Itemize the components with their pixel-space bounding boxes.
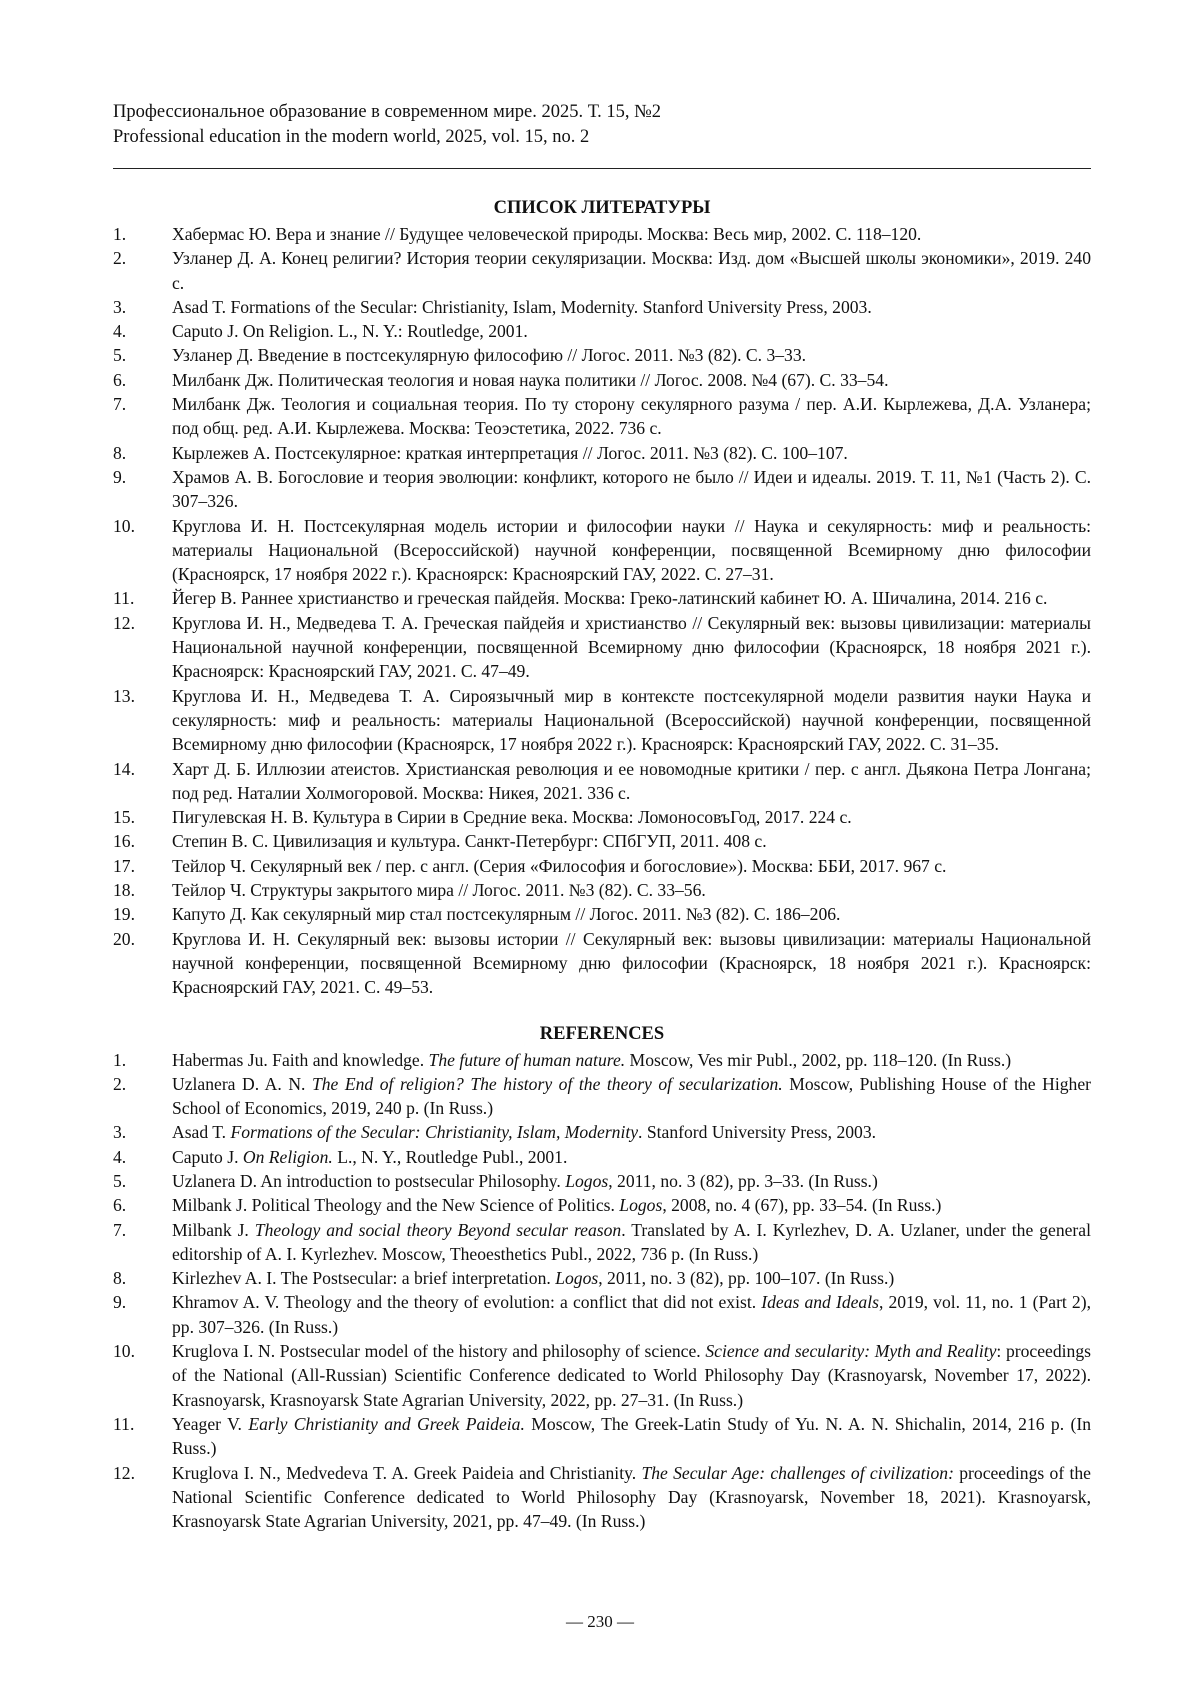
reference-item — [113, 295, 1091, 319]
reference-italic-segment: Logos — [565, 1171, 608, 1191]
journal-header — [113, 100, 661, 150]
reference-text: Тейлор Ч. Секулярный век / пер. с англ. (Серия «Философия и богословие»). Москва: ББИ, 2017. 967 с. — [172, 854, 1091, 878]
reference-item — [113, 1266, 1091, 1290]
reference-number: 17. — [113, 854, 172, 878]
reference-italic-segment: Formations of the Secular: Christianity, Islam, Modernity — [230, 1122, 638, 1142]
reference-number: 5. — [113, 343, 172, 367]
reference-text — [172, 1169, 1091, 1193]
english-references-list — [113, 1048, 1091, 1534]
reference-italic-segment: On Religion. — [243, 1147, 333, 1167]
reference-number: 16. — [113, 829, 172, 853]
main-content — [113, 196, 1091, 1533]
reference-text — [172, 1193, 1091, 1217]
reference-item — [113, 319, 1091, 343]
reference-text — [172, 1120, 1091, 1144]
reference-segment: , 2011, no. 3 (82), pp. 100–107. (In Russ.) — [598, 1268, 894, 1288]
reference-item — [113, 1120, 1091, 1144]
reference-number: 11. — [113, 1412, 172, 1461]
reference-segment: Kirlezhev A. I. The Postsecular: a brief interpretation. — [172, 1268, 555, 1288]
reference-text: Узланер Д. А. Конец религии? История теории секуляризации. Москва: Изд. дом «Высшей школы экономики», 2019. 240 с. — [172, 246, 1091, 295]
reference-item — [113, 1072, 1091, 1121]
reference-text — [172, 1048, 1091, 1072]
reference-number: 6. — [113, 368, 172, 392]
reference-item — [113, 1218, 1091, 1267]
reference-item — [113, 805, 1091, 829]
reference-text: Круглова И. Н. Секулярный век: вызовы истории // Секулярный век: вызовы цивилизации: материалы Национальной научной конференции, посвященной Всемирному дню философии (Красноярск, 18 ноября 2021 г.). Красноярск: Красноярский ГАУ, 2021. С. 49–53. — [172, 927, 1091, 1000]
reference-segment: Kruglova I. N., Medvedeva T. A. Greek Paideia and Christianity. — [172, 1463, 641, 1483]
reference-italic-segment: Theology and social theory Beyond secular reason — [255, 1220, 621, 1240]
reference-number: 4. — [113, 1145, 172, 1169]
reference-italic-segment: Logos — [619, 1195, 662, 1215]
reference-number: 14. — [113, 757, 172, 806]
reference-text: Тейлор Ч. Структуры закрытого мира // Логос. 2011. №3 (82). С. 33–56. — [172, 878, 1091, 902]
reference-segment: Moscow, The Greek-Latin Study of Yu. N. A. N. Shichalin, 2014, 216 p. (In Russ.) — [172, 1414, 1091, 1458]
reference-item — [113, 1290, 1091, 1339]
reference-item — [113, 757, 1091, 806]
reference-item — [113, 368, 1091, 392]
reference-number: 18. — [113, 878, 172, 902]
reference-text — [172, 1412, 1091, 1461]
reference-segment: Kruglova I. N. Postsecular model of the history and philosophy of science. — [172, 1341, 705, 1361]
reference-italic-segment: The Secular Age: challenges of civilization: — [641, 1463, 954, 1483]
reference-text: Круглова И. Н., Медведева Т. А. Сироязычный мир в контексте постсекулярной модели развития науки Наука и секулярность: миф и реальность: материалы Национальной (Всероссийской) научной конференции, посвященной Всемирному дню философии (Красноярск, 17 ноября 2022 г.). Красноярск: Красноярский ГАУ, 2022. С. 31–35. — [172, 684, 1091, 757]
reference-item — [113, 902, 1091, 926]
reference-item — [113, 927, 1091, 1000]
reference-item — [113, 611, 1091, 684]
reference-number: 1. — [113, 1048, 172, 1072]
reference-text: Круглова И. Н. Постсекулярная модель истории и философии науки // Наука и секулярность: миф и реальность: материалы Национальной (Всероссийской) научной конференции, посвященной Всемирному дню философии (Красноярск, 17 ноября 2022 г.). Красноярск: Красноярский ГАУ, 2022. С. 27–31. — [172, 514, 1091, 587]
reference-segment: Caputo J. — [172, 1147, 243, 1167]
reference-number: 13. — [113, 684, 172, 757]
reference-text — [172, 1145, 1091, 1169]
header-divider — [113, 168, 1091, 169]
reference-segment: : proceedings of the National (All-Russian) Scientific Conference dedicated to World Philosophy Day (Krasnoyarsk, November 17, 2022). Krasnoyarsk, Krasnoyarsk State Agrarian University, 2022, pp. 27–31. (In Russ.) — [172, 1341, 1091, 1410]
journal-title-en: Professional education in the modern world, 2025, vol. 15, no. 2 — [113, 125, 661, 150]
reference-number: 4. — [113, 319, 172, 343]
reference-segment: . Translated by A. I. Kyrlezhev, D. A. Uzlaner, under the general editorship of A. I. Kyrlezhev. Moscow, Theoesthetics Publ., 2022, 736 p. (In Russ.) — [172, 1220, 1091, 1264]
reference-segment: , 2019, vol. 11, no. 1 (Part 2), pp. 307–326. (In Russ.) — [172, 1292, 1091, 1336]
reference-text — [172, 1461, 1091, 1534]
reference-item — [113, 514, 1091, 587]
reference-number: 2. — [113, 246, 172, 295]
reference-number: 9. — [113, 1290, 172, 1339]
reference-text — [172, 1266, 1091, 1290]
reference-text: Узланер Д. Введение в постсекулярную философию // Логос. 2011. №3 (82). С. 3–33. — [172, 343, 1091, 367]
reference-segment: Uzlanera D. An introduction to postsecular Philosophy. — [172, 1171, 565, 1191]
reference-text: Asad T. Formations of the Secular: Christianity, Islam, Modernity. Stanford University Press, 2003. — [172, 295, 1091, 319]
reference-segment: Milbank J. Political Theology and the New Science of Politics. — [172, 1195, 619, 1215]
reference-text: Йегер В. Раннее христианство и греческая пайдейя. Москва: Греко-латинский кабинет Ю. А. Шичалина, 2014. 216 с. — [172, 586, 1091, 610]
journal-title-ru: Профессиональное образование в современном мире. 2025. Т. 15, №2 — [113, 100, 661, 125]
reference-item — [113, 465, 1091, 514]
reference-number: 8. — [113, 441, 172, 465]
reference-item — [113, 1339, 1091, 1412]
reference-text: Капуто Д. Как секулярный мир стал постсекулярным // Логос. 2011. №3 (82). С. 186–206. — [172, 902, 1091, 926]
reference-number: 2. — [113, 1072, 172, 1121]
reference-italic-segment: The future of human nature. — [429, 1050, 626, 1070]
reference-italic-segment: Ideas and Ideals — [761, 1292, 879, 1312]
reference-number: 20. — [113, 927, 172, 1000]
reference-number: 1. — [113, 222, 172, 246]
reference-italic-segment: Science and secularity: Myth and Reality — [705, 1341, 996, 1361]
reference-item — [113, 1193, 1091, 1217]
russian-references-heading: СПИСОК ЛИТЕРАТУРЫ — [113, 196, 1091, 221]
reference-text: Храмов А. В. Богословие и теория эволюции: конфликт, которого не было // Идеи и идеалы. 2019. Т. 11, №1 (Часть 2). С. 307–326. — [172, 465, 1091, 514]
reference-item — [113, 878, 1091, 902]
reference-number: 8. — [113, 1266, 172, 1290]
reference-text — [172, 1290, 1091, 1339]
reference-text: Харт Д. Б. Иллюзии атеистов. Христианская революция и ее новомодные критики / пер. с англ. Дьякона Петра Лонгана; под ред. Наталии Холмогоровой. Москва: Никея, 2021. 336 с. — [172, 757, 1091, 806]
reference-number: 9. — [113, 465, 172, 514]
reference-number: 15. — [113, 805, 172, 829]
reference-segment: , 2008, no. 4 (67), pp. 33–54. (In Russ.) — [662, 1195, 941, 1215]
reference-segment: Yeager V. — [172, 1414, 248, 1434]
reference-item — [113, 343, 1091, 367]
reference-number: 7. — [113, 1218, 172, 1267]
reference-item — [113, 684, 1091, 757]
reference-item — [113, 1145, 1091, 1169]
reference-text: Хабермас Ю. Вера и знание // Будущее человеческой природы. Москва: Весь мир, 2002. С. 118–120. — [172, 222, 1091, 246]
reference-segment: proceedings of the National Scientific Conference dedicated to World Philosophy Day (Krasnoyarsk, November 18, 2021). Krasnoyarsk, Krasnoyarsk State Agrarian University, 2021, pp. 47–49. (In Russ.) — [172, 1463, 1091, 1532]
reference-segment: Asad T. — [172, 1122, 230, 1142]
reference-segment: Milbank J. — [172, 1220, 255, 1240]
reference-segment: Moscow, Ves mir Publ., 2002, pp. 118–120. (In Russ.) — [625, 1050, 1011, 1070]
reference-text — [172, 1339, 1091, 1412]
reference-item — [113, 392, 1091, 441]
reference-italic-segment: The End of religion? The history of the theory of secularization. — [312, 1074, 783, 1094]
reference-number: 10. — [113, 514, 172, 587]
reference-item — [113, 1412, 1091, 1461]
reference-item — [113, 246, 1091, 295]
reference-text: Круглова И. Н., Медведева Т. А. Греческая пайдейя и христианство // Секулярный век: вызовы цивилизации: материалы Национальной научной конференции, посвященной Всемирному дню философии (Красноярск, 18 ноября 2021 г.). Красноярск: Красноярский ГАУ, 2021. С. 47–49. — [172, 611, 1091, 684]
reference-segment: L., N. Y., Routledge Publ., 2001. — [333, 1147, 568, 1167]
reference-number: 12. — [113, 611, 172, 684]
reference-item — [113, 829, 1091, 853]
reference-item — [113, 441, 1091, 465]
reference-item — [113, 222, 1091, 246]
reference-segment: Habermas Ju. Faith and knowledge. — [172, 1050, 429, 1070]
reference-segment: Khramov A. V. Theology and the theory of evolution: a conflict that did not exist. — [172, 1292, 761, 1312]
reference-number: 12. — [113, 1461, 172, 1534]
reference-number: 3. — [113, 295, 172, 319]
reference-number: 11. — [113, 586, 172, 610]
reference-text — [172, 1072, 1091, 1121]
reference-text — [172, 1218, 1091, 1267]
reference-segment: Uzlanera D. A. N. — [172, 1074, 312, 1094]
reference-number: 6. — [113, 1193, 172, 1217]
reference-item — [113, 1461, 1091, 1534]
reference-number: 5. — [113, 1169, 172, 1193]
reference-text: Кырлежев А. Постсекулярное: краткая интерпретация // Логос. 2011. №3 (82). С. 100–107. — [172, 441, 1091, 465]
reference-item — [113, 1048, 1091, 1072]
reference-text: Степин В. С. Цивилизация и культура. Санкт-Петербург: СПбГУП, 2011. 408 с. — [172, 829, 1091, 853]
russian-references-list — [113, 222, 1091, 1000]
reference-segment: . Stanford University Press, 2003. — [638, 1122, 876, 1142]
reference-number: 10. — [113, 1339, 172, 1412]
reference-segment: Moscow, Publishing House of the Higher School of Economics, 2019, 240 p. (In Russ.) — [172, 1074, 1091, 1118]
reference-item — [113, 854, 1091, 878]
reference-text: Милбанк Дж. Политическая теология и новая наука политики // Логос. 2008. №4 (67). С. 33–54. — [172, 368, 1091, 392]
reference-text: Caputo J. On Religion. L., N. Y.: Routledge, 2001. — [172, 319, 1091, 343]
reference-item — [113, 1169, 1091, 1193]
reference-italic-segment: Early Christianity and Greek Paideia. — [248, 1414, 525, 1434]
reference-italic-segment: Logos — [555, 1268, 598, 1288]
reference-number: 19. — [113, 902, 172, 926]
page-number: — 230 — — [0, 1612, 1200, 1632]
reference-number: 7. — [113, 392, 172, 441]
reference-item — [113, 586, 1091, 610]
reference-number: 3. — [113, 1120, 172, 1144]
reference-text: Пигулевская Н. В. Культура в Сирии в Средние века. Москва: ЛомоносовъГод, 2017. 224 с. — [172, 805, 1091, 829]
english-references-heading: REFERENCES — [113, 1022, 1091, 1047]
reference-text: Милбанк Дж. Теология и социальная теория. По ту сторону секулярного разума / пер. А.И. Кырлежева, Д.А. Узланера; под общ. ред. А.И. Кырлежева. Москва: Теоэстетика, 2022. 736 с. — [172, 392, 1091, 441]
reference-segment: , 2011, no. 3 (82), pp. 3–33. (In Russ.) — [608, 1171, 878, 1191]
